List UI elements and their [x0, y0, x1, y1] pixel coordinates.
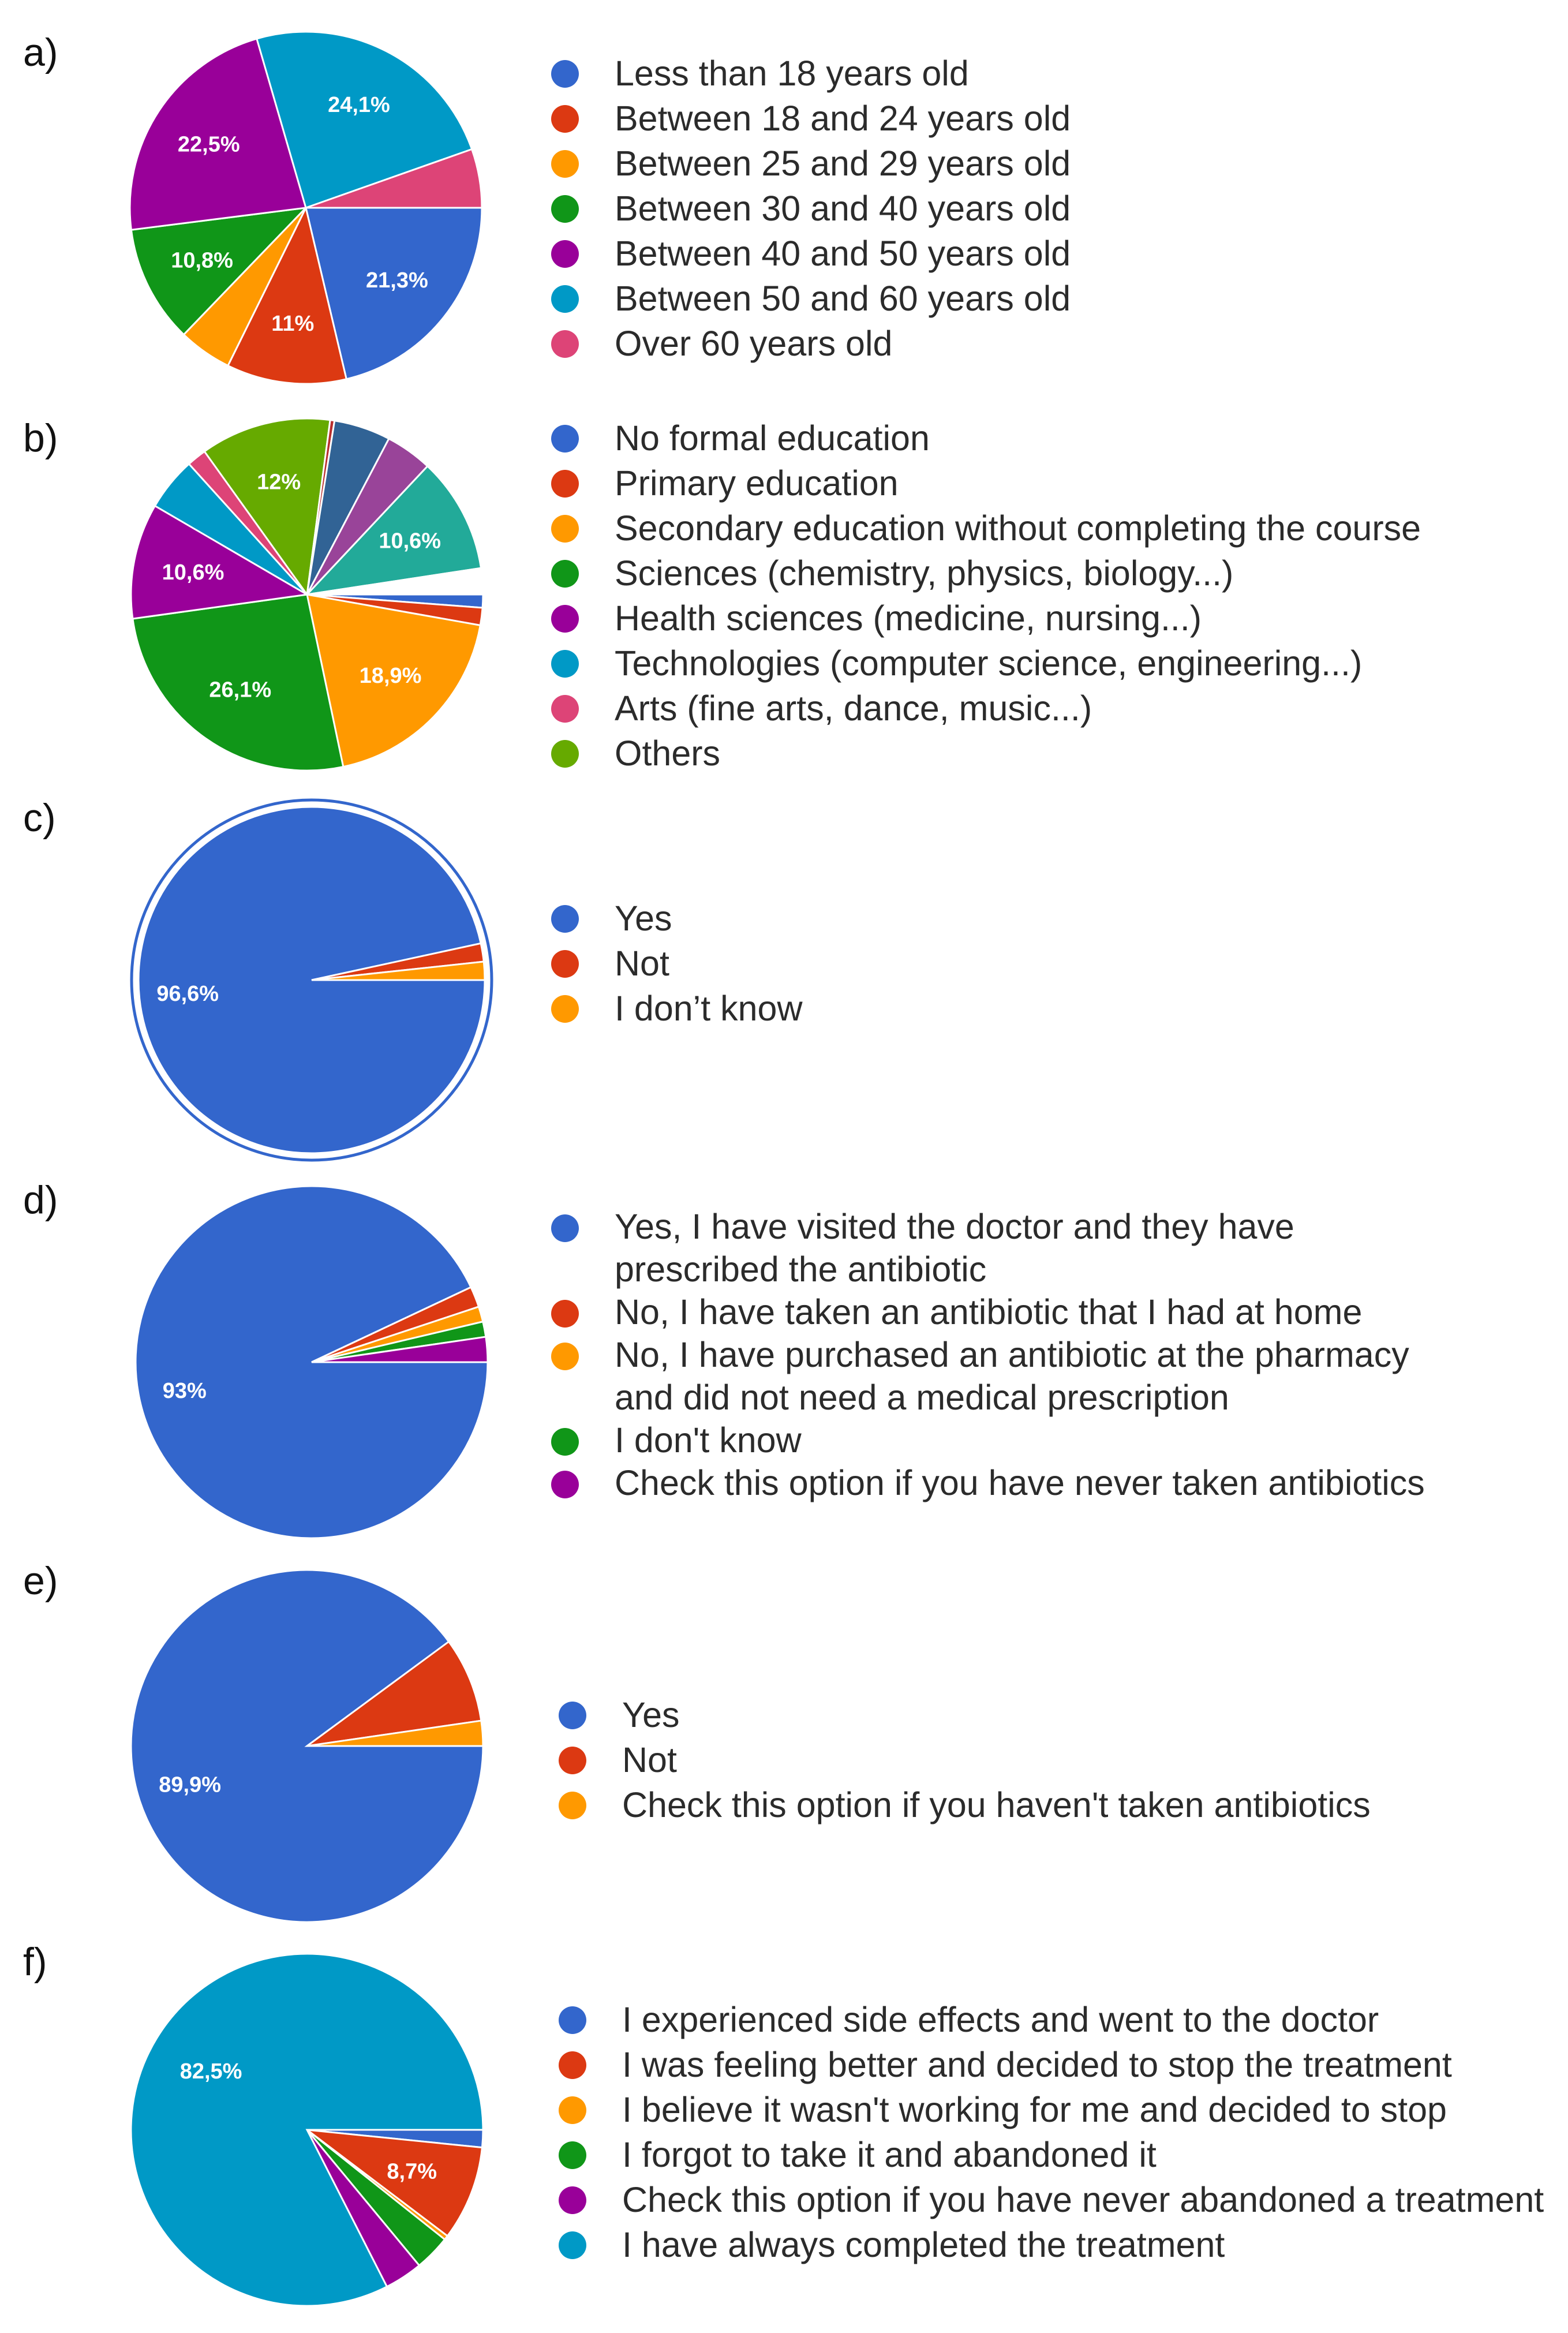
legend-label: Primary education [615, 463, 899, 503]
legend-item [551, 1205, 1423, 1291]
legend-swatch [551, 515, 579, 543]
slice-data-label: 26,1% [209, 678, 272, 702]
legend-swatch [559, 1702, 586, 1729]
slice-data-label: 96,6% [156, 982, 219, 1007]
legend-item [551, 51, 1071, 96]
legend-item [559, 1737, 1371, 1782]
legend-item [551, 321, 1071, 366]
legend-swatch [551, 195, 579, 223]
legend-label: No, I have purchased an antibiotic at the pharmacy and did not need a medical prescription [615, 1335, 1409, 1417]
legend-item [551, 1333, 1423, 1419]
pie-chart [124, 1175, 499, 1550]
slice-data-label: 10,6% [162, 560, 224, 585]
legend-swatch [559, 1747, 586, 1774]
legend-label: I don't know [615, 1420, 802, 1460]
legend-label: No formal education [615, 418, 930, 458]
legend-label: I have always completed the treatment [622, 2225, 1225, 2264]
legend-swatch [551, 605, 579, 633]
legend-swatch [551, 1343, 579, 1370]
legend-label: Less than 18 years old [615, 54, 969, 93]
legend-item [551, 641, 1421, 686]
legend-item [559, 2222, 1544, 2267]
legend-item [551, 1419, 1425, 1461]
legend-item [551, 506, 1421, 551]
legend-swatch [551, 695, 579, 723]
legend-item [559, 2042, 1544, 2087]
legend-item [559, 2087, 1544, 2132]
legend-label: Not [615, 944, 669, 983]
legend-label: Between 50 and 60 years old [615, 279, 1071, 318]
panel-label: a) [23, 31, 58, 74]
legend-swatch [551, 470, 579, 498]
panel-label: e) [23, 1559, 58, 1603]
legend-item [551, 416, 1421, 461]
legend-item [551, 896, 803, 941]
legend-item [559, 1782, 1371, 1827]
legend-item [551, 186, 1071, 231]
chart-legend [551, 896, 803, 1031]
legend-swatch [551, 1471, 579, 1498]
legend-label: Over 60 years old [615, 324, 893, 363]
chart-legend [559, 1997, 1544, 2267]
legend-swatch [551, 905, 579, 933]
legend-label: I forgot to take it and abandoned it [622, 2135, 1157, 2174]
legend-swatch [551, 560, 579, 588]
legend-label: I don’t know [615, 989, 803, 1028]
legend-label: I believe it wasn't working for me and decided to stop [622, 2090, 1447, 2129]
legend-label: I experienced side effects and went to the doctor [622, 2000, 1379, 2039]
legend-swatch [559, 2231, 586, 2259]
legend-label: Check this option if you have never abandoned a treatment [622, 2180, 1544, 2219]
chart-legend [551, 416, 1421, 776]
pie-chart [119, 1942, 495, 2317]
panel-label: f) [23, 1940, 47, 1984]
slice-data-label: 8,7% [387, 2159, 437, 2184]
legend-label: Between 40 and 50 years old [615, 234, 1071, 273]
legend-swatch [559, 2141, 586, 2169]
legend-label: Others [615, 734, 721, 773]
legend-swatch [559, 2051, 586, 2079]
panel-label: c) [23, 796, 56, 840]
slice-data-label: 12% [257, 470, 301, 495]
pie-chart [119, 407, 495, 782]
panel-label: d) [23, 1178, 58, 1222]
chart-legend [551, 51, 1071, 366]
legend-label: Not [622, 1740, 677, 1779]
legend-item [559, 1997, 1544, 2042]
legend-swatch [551, 1428, 579, 1456]
legend-swatch [551, 105, 579, 133]
legend-item [551, 461, 1421, 506]
legend-swatch [551, 240, 579, 268]
legend-label: Health sciences (medicine, nursing...) [615, 599, 1202, 638]
legend-item [551, 551, 1421, 596]
legend-label: Secondary education without completing the course [615, 509, 1421, 548]
legend-item [551, 1461, 1425, 1504]
chart-legend [551, 1205, 1425, 1504]
legend-item [551, 231, 1071, 276]
legend-swatch [551, 1300, 579, 1328]
slice-data-label: 21,3% [366, 268, 428, 293]
legend-item [551, 686, 1421, 731]
legend-swatch [559, 2186, 586, 2214]
legend-item [551, 986, 803, 1031]
slice-data-label: 93% [162, 1379, 207, 1404]
legend-item [559, 2132, 1544, 2177]
slice-data-label: 11% [271, 312, 315, 337]
legend-label: No, I have taken an antibiotic that I had at home [615, 1292, 1363, 1332]
legend-label: Yes [622, 1695, 680, 1734]
legend-swatch [551, 285, 579, 313]
legend-item [551, 941, 803, 986]
legend-label: Between 18 and 24 years old [615, 99, 1071, 138]
legend-swatch [559, 2096, 586, 2124]
legend-swatch [551, 995, 579, 1023]
slice-data-label: 82,5% [179, 2059, 242, 2084]
legend-swatch [551, 150, 579, 178]
legend-swatch [551, 425, 579, 453]
legend-swatch [551, 330, 579, 358]
legend-label: Check this option if you have never taken antibiotics [615, 1463, 1425, 1502]
legend-label: Yes, I have visited the doctor and they have prescribed the antibiotic [615, 1207, 1294, 1289]
legend-label: Arts (fine arts, dance, music...) [615, 689, 1092, 728]
legend-item [551, 141, 1071, 186]
legend-item [551, 1291, 1425, 1333]
legend-label: Yes [615, 899, 672, 938]
pie-chart [119, 1558, 495, 1934]
legend-swatch [551, 650, 579, 678]
legend-swatch [551, 1214, 579, 1242]
legend-swatch [559, 2006, 586, 2034]
legend-label: Check this option if you haven't taken antibiotics [622, 1785, 1371, 1824]
slice-data-label: 10,6% [379, 529, 441, 554]
legend-label: Between 25 and 29 years old [615, 144, 1071, 183]
slice-data-label: 24,1% [328, 92, 390, 117]
pie-chart [118, 20, 493, 395]
legend-item [559, 1692, 1371, 1737]
legend-item [551, 96, 1071, 141]
chart-legend [559, 1692, 1371, 1827]
legend-swatch [551, 740, 579, 768]
pie-chart [127, 795, 496, 1165]
legend-swatch [551, 60, 579, 88]
legend-label: Technologies (computer science, engineering...) [615, 644, 1363, 683]
legend-label: Sciences (chemistry, physics, biology...) [615, 554, 1234, 593]
slice-data-label: 89,9% [159, 1773, 222, 1797]
slice-data-label: 10,8% [171, 248, 233, 273]
legend-item [551, 731, 1421, 776]
panel-label: b) [23, 416, 58, 460]
legend-item [551, 596, 1421, 641]
legend-item [551, 276, 1071, 321]
legend-item [559, 2177, 1544, 2222]
slice-data-label: 22,5% [177, 132, 240, 157]
legend-label: Between 30 and 40 years old [615, 189, 1071, 228]
legend-swatch [551, 950, 579, 978]
legend-label: I was feeling better and decided to stop the treatment [622, 2045, 1452, 2084]
slice-data-label: 18,9% [359, 664, 422, 689]
legend-swatch [559, 1792, 586, 1819]
